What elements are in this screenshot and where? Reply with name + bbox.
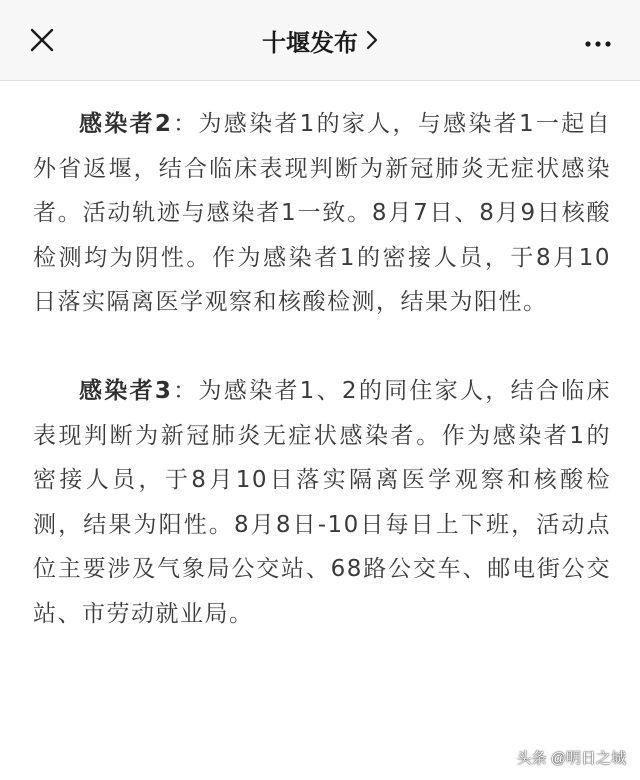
paragraph-label: 感染者3 [79, 377, 173, 404]
label-separator: ： [172, 111, 199, 137]
paragraph-label: 感染者2 [79, 111, 173, 137]
article-paragraph [33, 102, 611, 325]
close-button[interactable] [22, 22, 62, 62]
paragraph-text: 为感染者1的家人，与感染者1一起自外省返堰，结合临床表现判断为新冠肺炎无症状感染者。活动轨迹与感染者1一致。8月7日、8月9日核酸检测均为阴性。作为感染者1的密接人员，于8月10日落实隔离医学观察和核酸检测，结果为阳性。 [33, 111, 611, 316]
paragraph-text: 为感染者1、2的同住家人，结合临床表现判断为新冠肺炎无症状感染者。作为感染者1的密接人员，于8月10日落实隔离医学观察和核酸检测，结果为阳性。8月8日-10日每日上下班，活动点位主要涉及气象局公交站、68路公交车、邮电街公交站、市劳动就业局。 [33, 377, 611, 627]
close-icon [30, 28, 54, 56]
label-separator: ： [172, 377, 199, 404]
chevron-right-icon [366, 30, 378, 50]
article-body [33, 102, 611, 637]
article-paragraph [33, 369, 611, 637]
watermark [517, 747, 626, 768]
account-title: 十堰发布 [262, 28, 358, 57]
more-dots-icon [584, 33, 612, 52]
top-navigation-bar [0, 0, 640, 81]
more-options-button[interactable] [578, 24, 618, 60]
account-title-link[interactable] [262, 23, 378, 58]
watermark-text: 头条 @明日之城 [516, 750, 626, 767]
